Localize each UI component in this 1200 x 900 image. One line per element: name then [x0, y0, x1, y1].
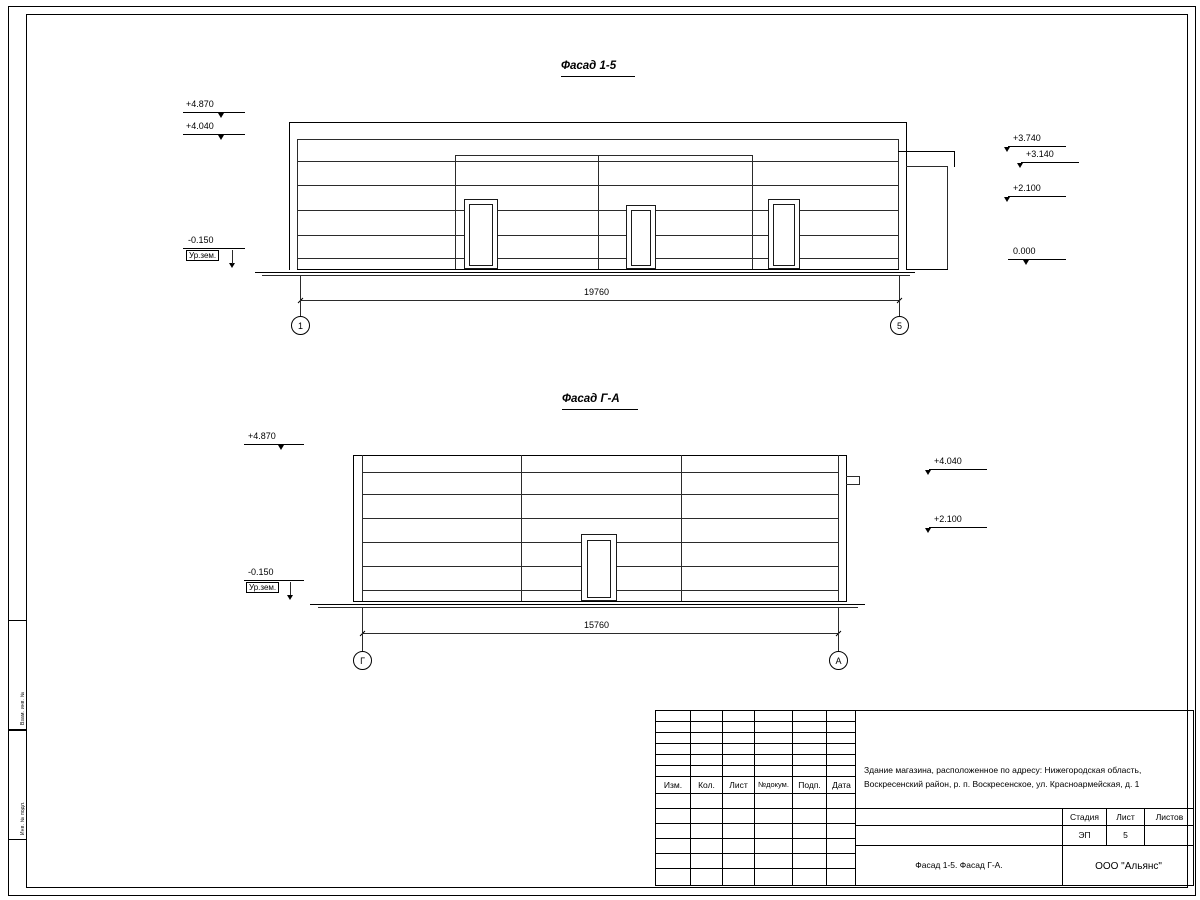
left-margin-box-2	[8, 730, 26, 840]
facade-g-a-title-underline	[562, 409, 638, 410]
facade-1-5-title: Фасад 1-5	[561, 60, 617, 72]
company-cell: ООО "Альянс"	[1062, 846, 1194, 886]
level-mark-4870-arrow	[218, 113, 224, 118]
level-mark-4040-label: +4.040	[186, 121, 214, 131]
panel-top-band	[455, 155, 752, 156]
g-door-1	[581, 534, 617, 601]
g-roof-line-top	[353, 455, 847, 456]
level-mark-minus150-line	[183, 248, 245, 249]
door-3-leaf	[773, 204, 795, 266]
g-level-mark-minus150-label: -0.150	[248, 567, 274, 577]
revision-header-list: Лист	[722, 777, 754, 794]
left-margin-box-1	[8, 620, 26, 730]
annex-right-edge	[947, 166, 948, 269]
g-panel-joint-3	[362, 518, 838, 519]
level-mark-3740-label: +3.740	[1013, 133, 1041, 143]
base-line	[297, 269, 899, 270]
roof-line-top	[289, 122, 907, 123]
stage-header-list: Лист	[1106, 809, 1144, 826]
panel-vjoint-1	[455, 155, 456, 269]
wall-right-edge	[906, 122, 907, 270]
g-panel-vjoint-1	[521, 455, 522, 601]
level-mark-4040-line	[183, 134, 245, 135]
g-panel-vjoint-2	[681, 455, 682, 601]
revision-header-izm: Изм.	[663, 779, 683, 790]
revision-header-ndok: №докум.	[754, 777, 792, 794]
stamp-col-sep-right	[1062, 809, 1063, 886]
revision-col-sep-2	[722, 711, 723, 886]
g-level-mark-urzem-box: Ур.зем.	[246, 582, 279, 593]
level-mark-3140-arrow	[1017, 163, 1023, 168]
level-mark-urzem-stem	[232, 250, 233, 264]
left-margin-label-1: Взам. инв. №	[20, 691, 26, 725]
g-level-mark-minus150-line	[244, 580, 304, 581]
door-1-leaf	[469, 204, 493, 266]
level-mark-4040-arrow	[218, 135, 224, 140]
drawing-name-cell: Фасад 1-5. Фасад Г-А.	[915, 860, 1003, 871]
axis-marker-g: Г	[353, 651, 372, 670]
axis-marker-5: 5	[890, 316, 909, 335]
revision-header-kol: Кол.	[690, 777, 722, 794]
revision-header-data: Дата	[826, 777, 856, 794]
g-level-mark-urzem-arrow	[287, 595, 293, 600]
level-mark-3740-line	[1008, 146, 1066, 147]
g-ground-line	[310, 604, 865, 605]
revision-col-sep-5	[826, 711, 827, 886]
g-level-mark-4040-arrow	[925, 470, 931, 475]
revision-header-podp: Подп.	[792, 777, 826, 794]
revision-col-sep-3	[754, 711, 755, 886]
facade-1-5-title-underline	[561, 76, 635, 77]
stage-value-list: 5	[1106, 826, 1144, 846]
door-2-leaf	[631, 210, 651, 266]
facade-g-a-title: Фасад Г-А	[562, 393, 620, 405]
annex-roof-under	[906, 166, 948, 167]
stage-value-stadia: ЭП	[1062, 826, 1106, 846]
g-door-1-leaf	[587, 540, 611, 598]
panel-vjoint-3	[752, 155, 753, 269]
dim-value-19760: 19760	[581, 287, 612, 297]
annex-base	[906, 269, 948, 270]
object-description-cell	[856, 711, 1194, 809]
g-level-mark-4870-arrow	[278, 445, 284, 450]
g-wall-left-inner	[362, 455, 363, 601]
annex-roof-top	[898, 151, 954, 152]
axis-marker-a: A	[829, 651, 848, 670]
g-axis-stem-right	[838, 633, 839, 651]
wall-right-inner	[898, 139, 899, 270]
axis-stem-left	[300, 300, 301, 316]
title-block	[655, 710, 1194, 886]
g-level-mark-4870-label: +4.870	[248, 431, 276, 441]
g-level-mark-2100-arrow	[925, 528, 931, 533]
g-axis-stem-left	[362, 633, 363, 651]
level-mark-4870-label: +4.870	[186, 99, 214, 109]
g-panel-joint-1	[362, 472, 838, 473]
stage-header-stadia: Стадия	[1062, 809, 1106, 826]
g-ground-line-2	[318, 607, 858, 608]
g-level-mark-4040-line	[929, 469, 987, 470]
level-mark-2100-line	[1008, 196, 1066, 197]
wall-left-edge	[289, 122, 290, 270]
door-3	[768, 199, 800, 269]
g-wall-left-edge	[353, 455, 354, 601]
level-mark-4870-line	[183, 112, 245, 113]
ground-line-2	[262, 275, 910, 276]
wall-left-inner	[297, 139, 298, 270]
level-mark-3140-line	[1021, 162, 1079, 163]
level-mark-2100-label: +2.100	[1013, 183, 1041, 193]
level-mark-2100-arrow	[1004, 197, 1010, 202]
door-2	[626, 205, 656, 269]
stage-value-listov	[1144, 826, 1194, 846]
parapet-line	[297, 139, 899, 140]
g-protrusion-bottom	[846, 484, 860, 485]
level-mark-minus150-label: -0.150	[188, 235, 214, 245]
dim-line-19760	[300, 300, 900, 301]
object-description-line-1: Здание магазина, расположенное по адресу: Нижегородская область,	[864, 765, 1142, 775]
g-base-line	[353, 601, 847, 602]
g-level-mark-4040-label: +4.040	[934, 456, 962, 466]
g-level-mark-urzem-stem	[290, 582, 291, 596]
level-mark-0000-label: 0.000	[1013, 246, 1036, 256]
revision-col-sep-1	[690, 711, 691, 886]
g-dim-line-15760	[362, 633, 839, 634]
axis-marker-1: 1	[291, 316, 310, 335]
left-margin-label-2: Инв. № подл.	[20, 801, 26, 835]
door-1	[464, 199, 498, 269]
level-mark-0000-arrow	[1023, 260, 1029, 265]
stage-header-listov: Листов	[1144, 809, 1194, 826]
panel-vjoint-2	[598, 155, 599, 269]
g-level-mark-2100-line	[929, 527, 987, 528]
g-dim-value-15760: 15760	[581, 620, 612, 630]
g-protrusion-edge	[859, 476, 860, 484]
object-description-line-2: Воскресенский район, р. п. Воскресенское, ул. Красноармейская, д. 1	[864, 779, 1140, 789]
level-mark-0000-line	[1008, 259, 1066, 260]
revision-col-sep-4	[792, 711, 793, 886]
g-protrusion-top	[846, 476, 860, 477]
ground-line	[255, 272, 915, 273]
axis-stem-right	[899, 300, 900, 316]
g-wall-right-inner	[838, 455, 839, 601]
annex-right-edge-top	[954, 151, 955, 167]
g-panel-joint-2	[362, 494, 838, 495]
g-level-mark-4870-line	[244, 444, 304, 445]
level-mark-3740-arrow	[1004, 147, 1010, 152]
level-mark-urzem-box: Ур.зем.	[186, 250, 219, 261]
g-level-mark-2100-label: +2.100	[934, 514, 962, 524]
level-mark-3140-label: +3.140	[1026, 149, 1054, 159]
